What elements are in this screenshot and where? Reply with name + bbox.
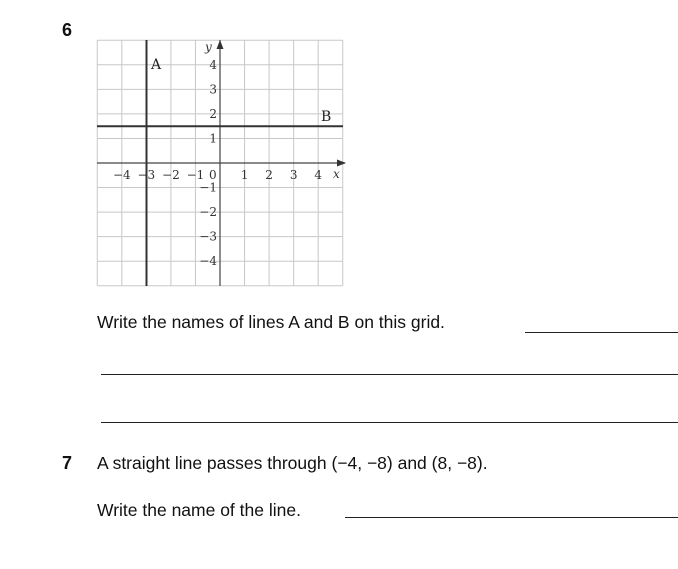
question-6-number: 6 (62, 20, 73, 40)
answer-line-7[interactable] (345, 517, 678, 518)
y-tick-label: 3 (209, 82, 217, 97)
question-7-statement: A straight line passes through (−4, −8) and (8, −8). (97, 453, 488, 473)
y-tick-label: −2 (199, 205, 217, 220)
answer-line-6-2[interactable] (101, 374, 678, 375)
x-axis-arrow-icon (337, 160, 346, 167)
y-axis-arrow-icon (217, 40, 224, 49)
line-b-label: B (321, 109, 332, 125)
y-tick-label: −4 (199, 254, 217, 269)
y-axis-label: y (205, 40, 212, 54)
x-tick-label: 3 (289, 168, 298, 182)
x-tick-label: −1 (186, 168, 205, 182)
line-a-label: A (151, 57, 162, 73)
x-axis-label: x (333, 167, 340, 181)
y-tick-label: 2 (209, 106, 217, 121)
x-tick-label: −2 (162, 168, 180, 182)
answer-line-6-1[interactable] (525, 332, 678, 333)
answer-line-6-3[interactable] (101, 422, 678, 423)
x-tick-label: −3 (137, 168, 156, 182)
question-7-prompt: Write the name of the line. (97, 500, 301, 520)
question-6-prompt: Write the names of lines A and B on this grid. (97, 312, 445, 332)
question-7-number: 7 (62, 453, 73, 473)
y-tick-label: 1 (209, 131, 217, 146)
y-tick-label: −1 (199, 180, 217, 195)
y-tick-label: 4 (209, 57, 217, 72)
x-tick-label: −4 (112, 168, 131, 182)
x-tick-label: 2 (265, 168, 273, 182)
x-tick-label: 4 (314, 168, 323, 182)
origin-label: 0 (209, 168, 217, 182)
y-tick-label: −3 (199, 229, 217, 244)
x-tick-label: 1 (240, 168, 249, 182)
